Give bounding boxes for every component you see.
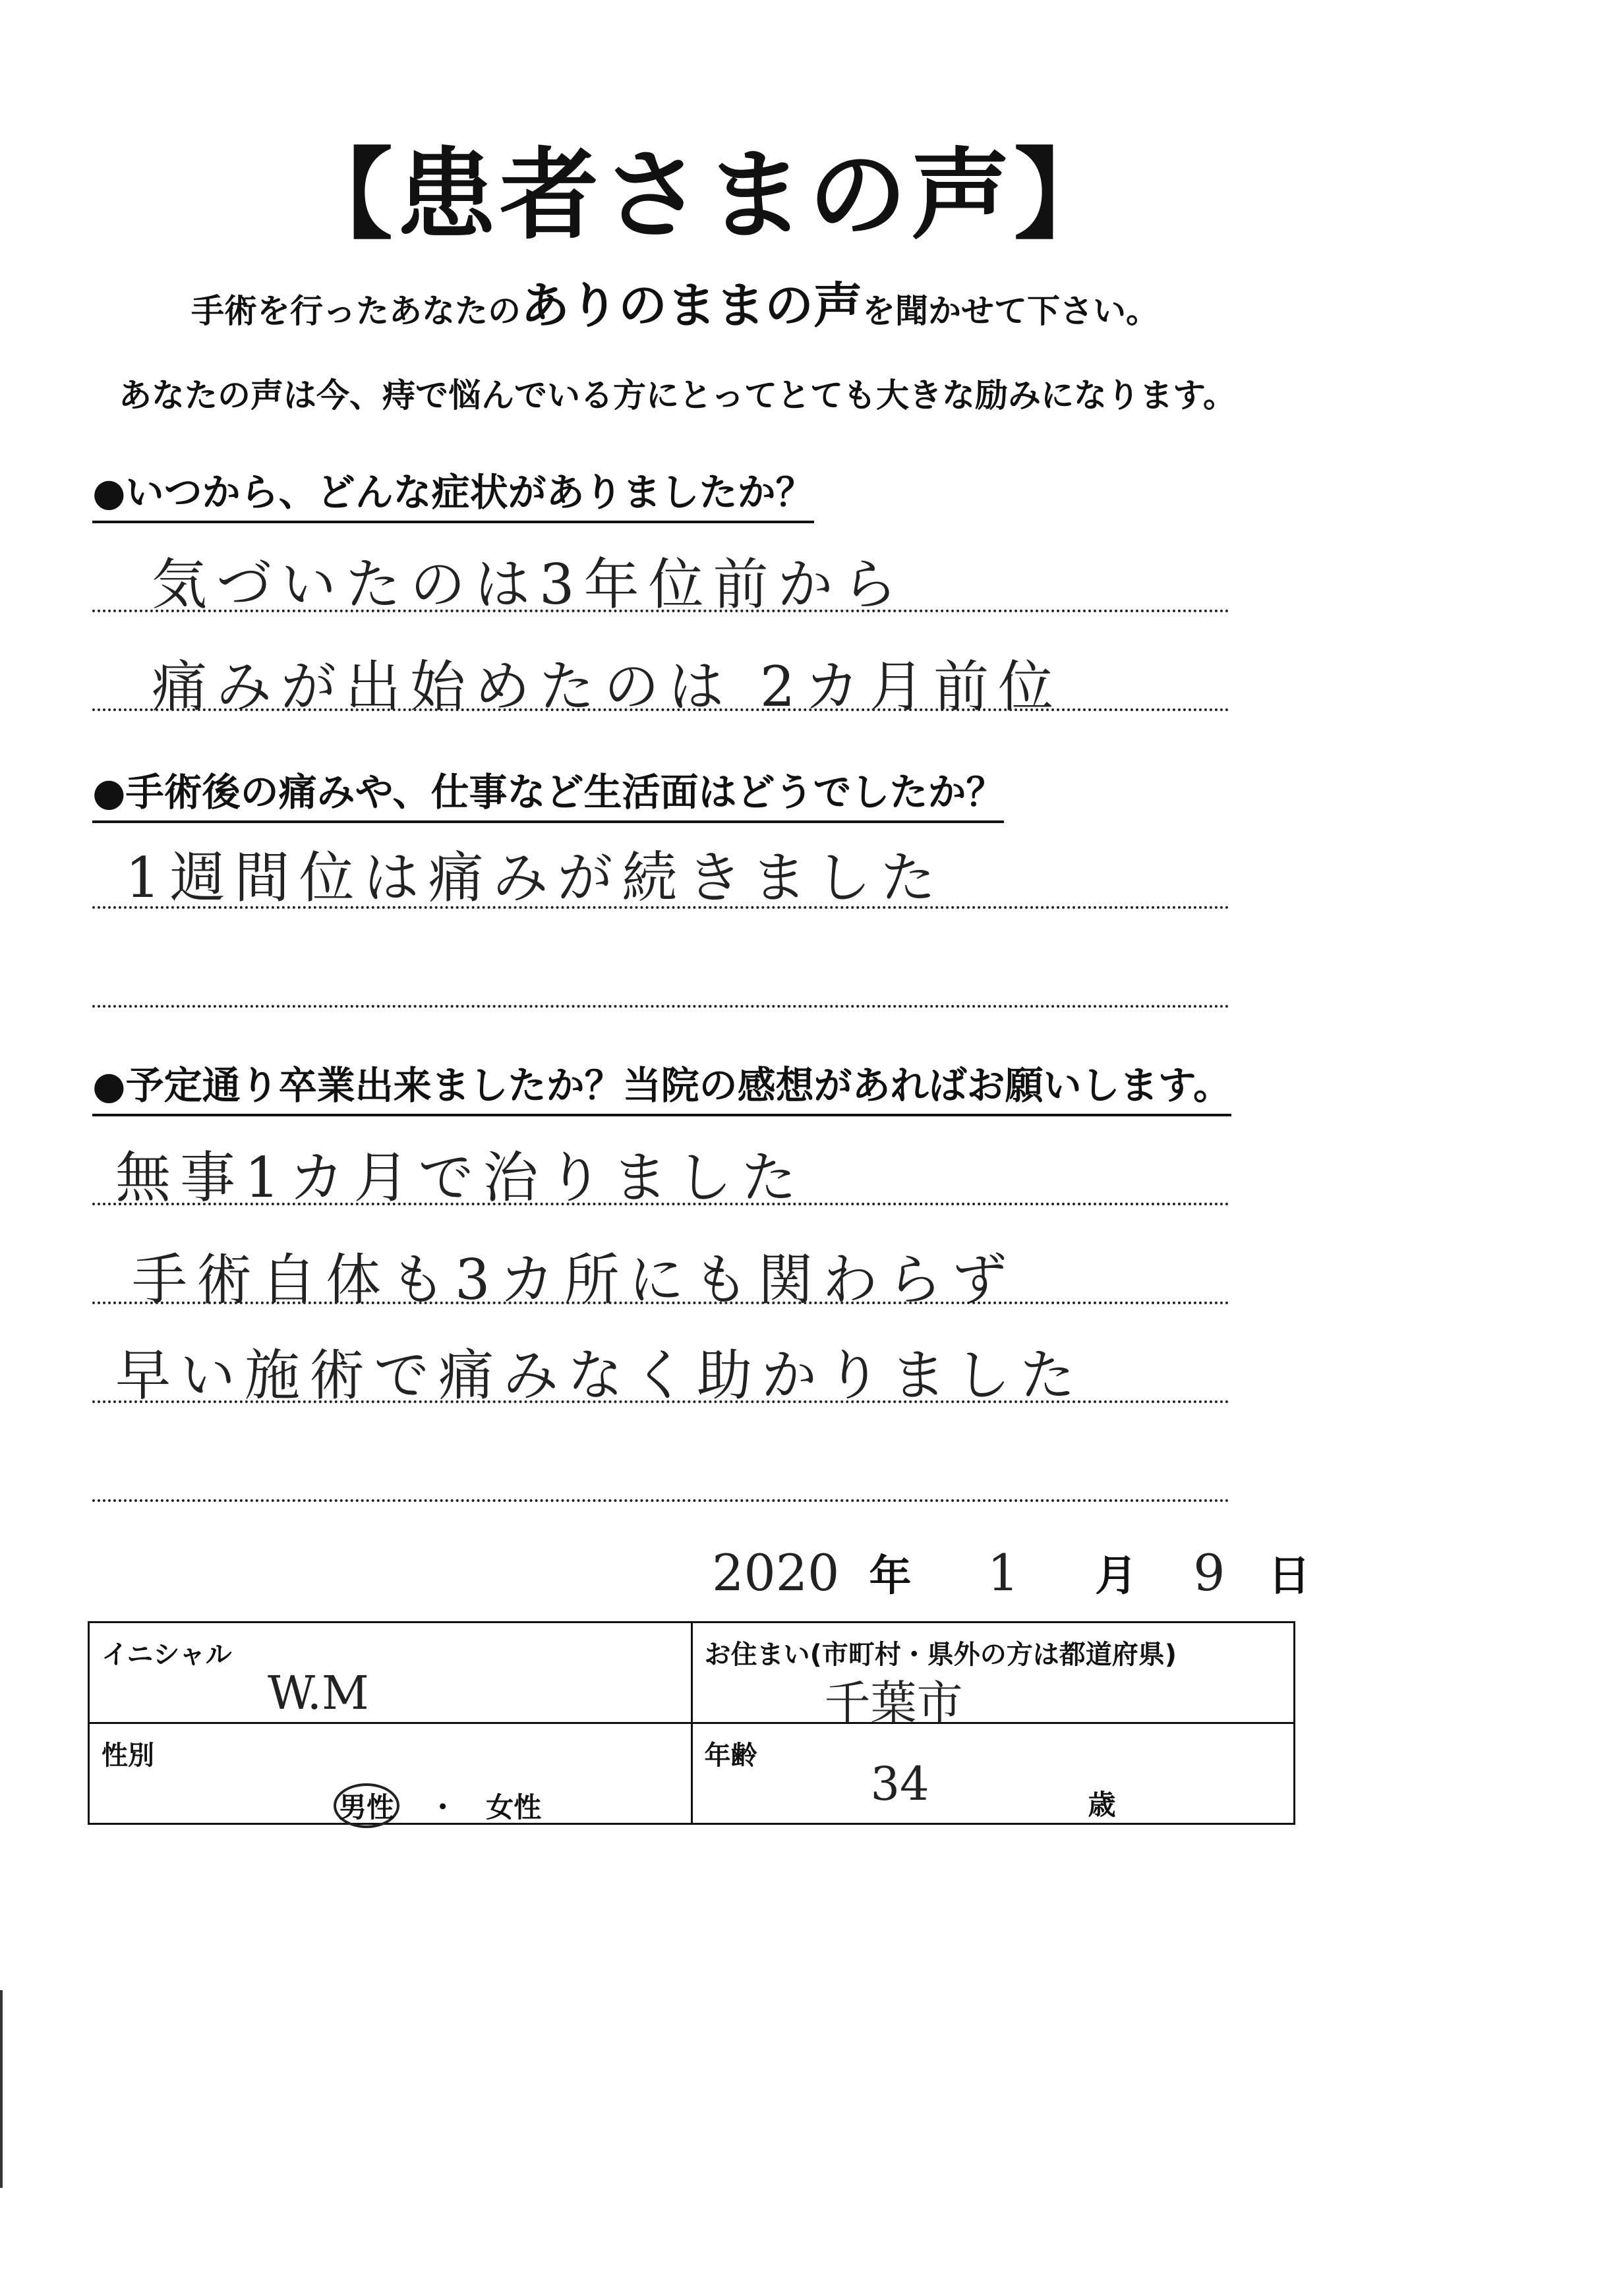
answer-line <box>92 1400 1229 1403</box>
initials-label: イニシャル <box>102 1640 232 1670</box>
date-year: 2020 <box>712 1543 840 1602</box>
answer-line <box>92 708 1229 711</box>
question-symptoms: ●いつから、どんな症状がありましたか？ <box>92 461 814 523</box>
answer-graduation-1: 無事1カ月で治りました <box>115 1145 806 1210</box>
age-value: 34 <box>870 1757 929 1811</box>
answer-graduation-3: 早い施術で痛みなく助かりました <box>115 1343 1085 1408</box>
answer-symptoms-1: 気づいたのは3年位前から <box>152 552 907 617</box>
date-month: 1 <box>987 1543 1019 1602</box>
intro-line-1 <box>191 267 1159 337</box>
answer-graduation-2: 手術自体も3カ所にも関わらず <box>132 1248 1016 1312</box>
date-line <box>712 1542 1310 1603</box>
date-month-label: 月 <box>1095 1552 1138 1601</box>
date-day: 9 <box>1193 1543 1225 1602</box>
intro-line-2: あなたの声は今、痔で悩んでいる方にとってとても大きな励みになります。 <box>119 376 1236 415</box>
gender-options <box>334 1783 541 1828</box>
question-graduation: ●予定通り卒業出来ましたか？当院の感想があればお願いします。 <box>92 1054 1231 1116</box>
answer-line <box>92 610 1229 612</box>
gender-male: 男性 <box>334 1783 399 1828</box>
date-year-label: 年 <box>869 1552 912 1601</box>
initials-value: W.M <box>268 1666 369 1720</box>
intro-prefix: 手術を行ったあなたの <box>191 292 521 330</box>
patient-info-table <box>88 1621 1295 1825</box>
answer-line <box>92 1302 1229 1304</box>
page-title: 【患者さまの声】 <box>293 138 1117 253</box>
age-label: 年齢 <box>704 1740 757 1771</box>
age-cell <box>692 1723 1295 1824</box>
answer-line <box>92 1203 1229 1205</box>
intro-emphasis: ありのままの声 <box>521 277 862 334</box>
question-after-surgery: ●手術後の痛みや、仕事など生活面はどうでしたか？ <box>92 761 1004 823</box>
address-value: 千葉市 <box>824 1676 963 1730</box>
address-cell <box>692 1622 1295 1730</box>
answer-line <box>92 1005 1229 1008</box>
date-day-label: 日 <box>1268 1552 1310 1601</box>
address-label: お住まい(市町村・県外の方は都道府県) <box>704 1640 1177 1670</box>
answer-line <box>92 1499 1229 1502</box>
intro-suffix: を聞かせて下さい。 <box>862 292 1159 330</box>
gender-female: 女性 <box>486 1791 542 1823</box>
gender-separator: ・ <box>428 1791 457 1823</box>
scan-edge-mark <box>0 1990 3 2188</box>
answer-after-surgery-1: 1週間位は痛みが続きました <box>125 846 945 910</box>
initials-cell <box>89 1622 692 1723</box>
answer-line <box>92 906 1229 909</box>
gender-label: 性別 <box>102 1740 154 1771</box>
answer-symptoms-2: 痛みが出始めたのは 2カ月前位 <box>152 654 1063 719</box>
gender-cell <box>89 1723 692 1824</box>
age-unit: 歳 <box>1088 1789 1116 1821</box>
